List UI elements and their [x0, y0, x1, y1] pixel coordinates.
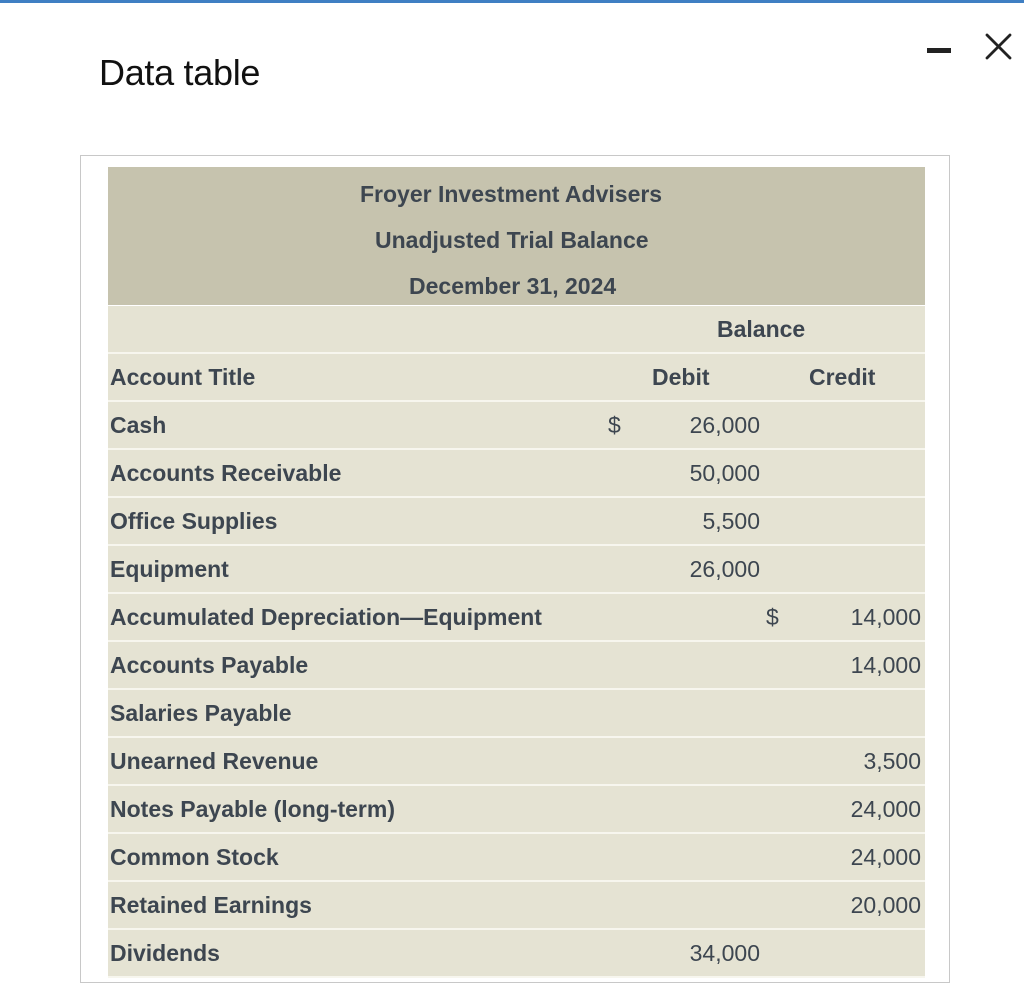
debit-amount-cell: 34,000 — [689, 940, 760, 966]
debit-currency-cell: $ — [608, 412, 621, 438]
top-accent-rule — [0, 0, 1024, 3]
table-row — [108, 930, 925, 978]
account-title-cell: Notes Payable (long-term) — [110, 796, 395, 822]
dialog-title: Data table — [99, 52, 261, 93]
minimize-icon — [927, 48, 951, 53]
column-header-row — [108, 354, 925, 402]
credit-amount-cell: 24,000 — [850, 796, 921, 822]
credit-currency-cell: $ — [766, 604, 779, 630]
debit-amount-cell — [668, 594, 760, 640]
credit-amount-cell: 24,000 — [850, 844, 921, 870]
credit-amount-cell — [808, 546, 921, 592]
account-title-cell: Unearned Revenue — [110, 748, 319, 774]
credit-amount-cell: 14,000 — [850, 604, 921, 630]
table-row — [108, 738, 925, 786]
close-icon — [980, 28, 1014, 62]
account-title-cell: Equipment — [110, 556, 229, 582]
account-title-cell: Dividends — [110, 940, 220, 966]
account-title-cell: Accounts Receivable — [110, 460, 342, 486]
debit-amount-cell: 5,500 — [702, 508, 760, 534]
credit-amount-cell: 20,000 — [850, 892, 921, 918]
account-title-cell: Retained Earnings — [110, 892, 312, 918]
credit-amount-cell — [808, 450, 921, 496]
table-row — [108, 690, 925, 738]
account-title-cell: Cash — [110, 412, 167, 438]
balance-header-row — [108, 306, 925, 354]
credit-header: Credit — [809, 364, 876, 390]
account-title-cell: Accounts Payable — [110, 652, 309, 678]
account-title-cell: Accumulated Depreciation—Equipment — [110, 604, 542, 630]
minimize-button[interactable] — [922, 26, 956, 66]
debit-amount-cell: 50,000 — [689, 460, 760, 486]
balance-header: Balance — [717, 316, 806, 342]
data-table-frame — [80, 155, 950, 983]
company-name: Froyer Investment Advisers — [360, 181, 663, 207]
table-row — [108, 642, 925, 690]
debit-amount-cell: 26,000 — [689, 412, 760, 438]
debit-header: Debit — [652, 364, 710, 390]
credit-amount-cell: 3,500 — [863, 748, 921, 774]
table-row — [108, 834, 925, 882]
debit-amount-cell: 26,000 — [689, 556, 760, 582]
table-row — [108, 786, 925, 834]
debit-amount-cell — [668, 642, 760, 688]
statement-date: December 31, 2024 — [409, 273, 617, 299]
credit-amount-cell — [808, 498, 921, 544]
account-title-cell: Salaries Payable — [110, 700, 292, 726]
credit-amount-cell — [808, 402, 921, 448]
credit-amount-cell — [808, 690, 921, 736]
debit-amount-cell — [668, 738, 760, 784]
trial-balance-table — [108, 306, 925, 978]
credit-amount-cell: 14,000 — [850, 652, 921, 678]
report-header — [108, 167, 925, 305]
close-button[interactable] — [980, 28, 1020, 68]
table-row — [108, 402, 925, 450]
table-row — [108, 594, 925, 642]
credit-amount-cell — [808, 930, 921, 976]
debit-amount-cell — [668, 690, 760, 736]
table-row — [108, 546, 925, 594]
table-row — [108, 882, 925, 930]
statement-name: Unadjusted Trial Balance — [375, 227, 649, 253]
debit-amount-cell — [668, 834, 760, 880]
debit-amount-cell — [668, 786, 760, 832]
table-row — [108, 450, 925, 498]
table-row — [108, 498, 925, 546]
account-title-cell: Common Stock — [110, 844, 279, 870]
debit-amount-cell — [668, 882, 760, 928]
account-title-cell: Office Supplies — [110, 508, 278, 534]
account-title-header: Account Title — [110, 364, 256, 390]
